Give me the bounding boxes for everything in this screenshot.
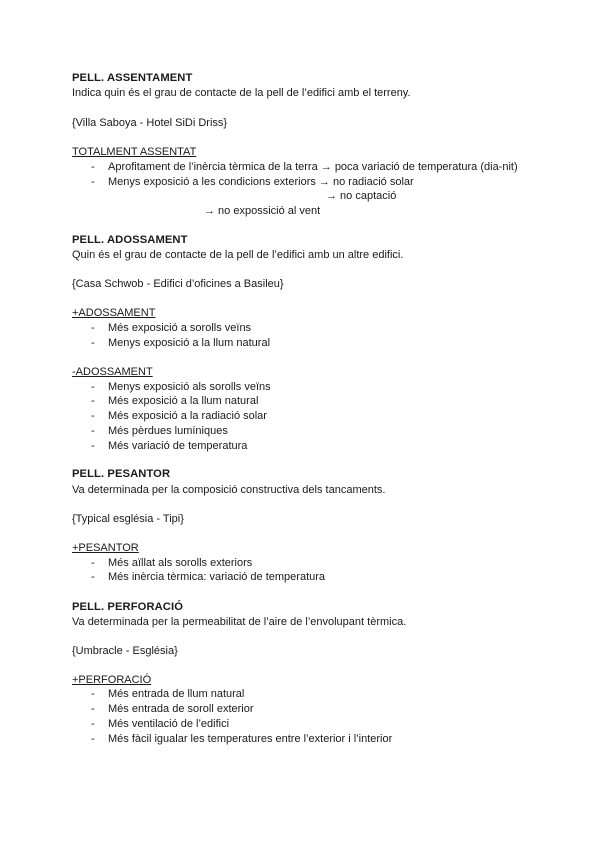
bullet-dash: - [91,425,95,437]
list-item: Menys exposició a les condicions exteriors → no radiació solar [108,176,414,188]
list-item: Més inèrcia tèrmica: variació de temperatura [108,571,326,583]
bullet-dash: - [91,322,95,334]
list-item: Més entrada de soroll exterior [108,703,254,715]
list-item: Més variació de temperatura [108,440,248,452]
list-item: Més exposició a la llum natural [108,395,259,407]
bullet-dash: - [91,381,95,393]
bullet-dash: - [91,161,95,173]
bullet-dash: - [91,395,95,407]
section-description: Indica quin és el grau de contacte de la pell de l’edifici amb el terreny. [72,87,411,99]
bullet-dash: - [91,703,95,715]
section-examples: {Casa Schwob - Edifici d’oficines a Basileu} [72,278,284,290]
list-item: Aprofitament de l’inèrcia tèrmica de la terra → poca variació de temperatura (dia-nit) [108,161,518,173]
list-item: Menys exposició als sorolls veïns [108,381,271,393]
bullet-dash: - [91,688,95,700]
bullet-dash: - [91,557,95,569]
section-description: Va determinada per la permeabilitat de l’aire de l’envolupant tèrmica. [72,616,407,628]
list-item: Més pèrdues lumíniques [108,425,228,437]
section-heading: PELL. ADOSSAMENT [72,234,188,246]
list-item-continuation: → no captació [326,190,397,202]
list-item: Més entrada de llum natural [108,688,245,700]
section-heading: PELL. ASSENTAMENT [72,72,193,84]
bullet-dash: - [91,718,95,730]
list-item: Més fàcil igualar les temperatures entre l’exterior i l’interior [108,733,393,745]
section-examples: {Villa Saboya - Hotel SiDi Driss} [72,117,228,129]
section-description: Quin és el grau de contacte de la pell de l’edifici amb un altre edifici. [72,249,404,261]
list-item-continuation: → no expossició al vent [204,205,321,217]
list-item: Més aïllat als sorolls exteriors [108,557,253,569]
group-title: -ADOSSAMENT [72,366,153,378]
section-description: Va determinada per la composició constructiva dels tancaments. [72,484,386,496]
section-examples: {Typical església - Tipi} [72,513,184,525]
list-item: Menys exposició a la llum natural [108,337,271,349]
list-item: Més ventilació de l’edifici [108,718,230,730]
group-title: +PESANTOR [72,542,139,554]
section-examples: {Umbracle - Església} [72,645,178,657]
bullet-dash: - [91,733,95,745]
group-title: TOTALMENT ASSENTAT [72,146,197,158]
bullet-dash: - [91,440,95,452]
bullet-dash: - [91,176,95,188]
bullet-dash: - [91,410,95,422]
list-item: Més exposició a la radiació solar [108,410,267,422]
section-heading: PELL. PERFORACIÓ [72,601,183,613]
section-heading: PELL. PESANTOR [72,468,171,480]
bullet-dash: - [91,337,95,349]
bullet-dash: - [91,571,95,583]
list-item: Més exposició a sorolls veïns [108,322,252,334]
group-title: +ADOSSAMENT [72,307,156,319]
group-title: +PERFORACIÓ [72,674,152,686]
